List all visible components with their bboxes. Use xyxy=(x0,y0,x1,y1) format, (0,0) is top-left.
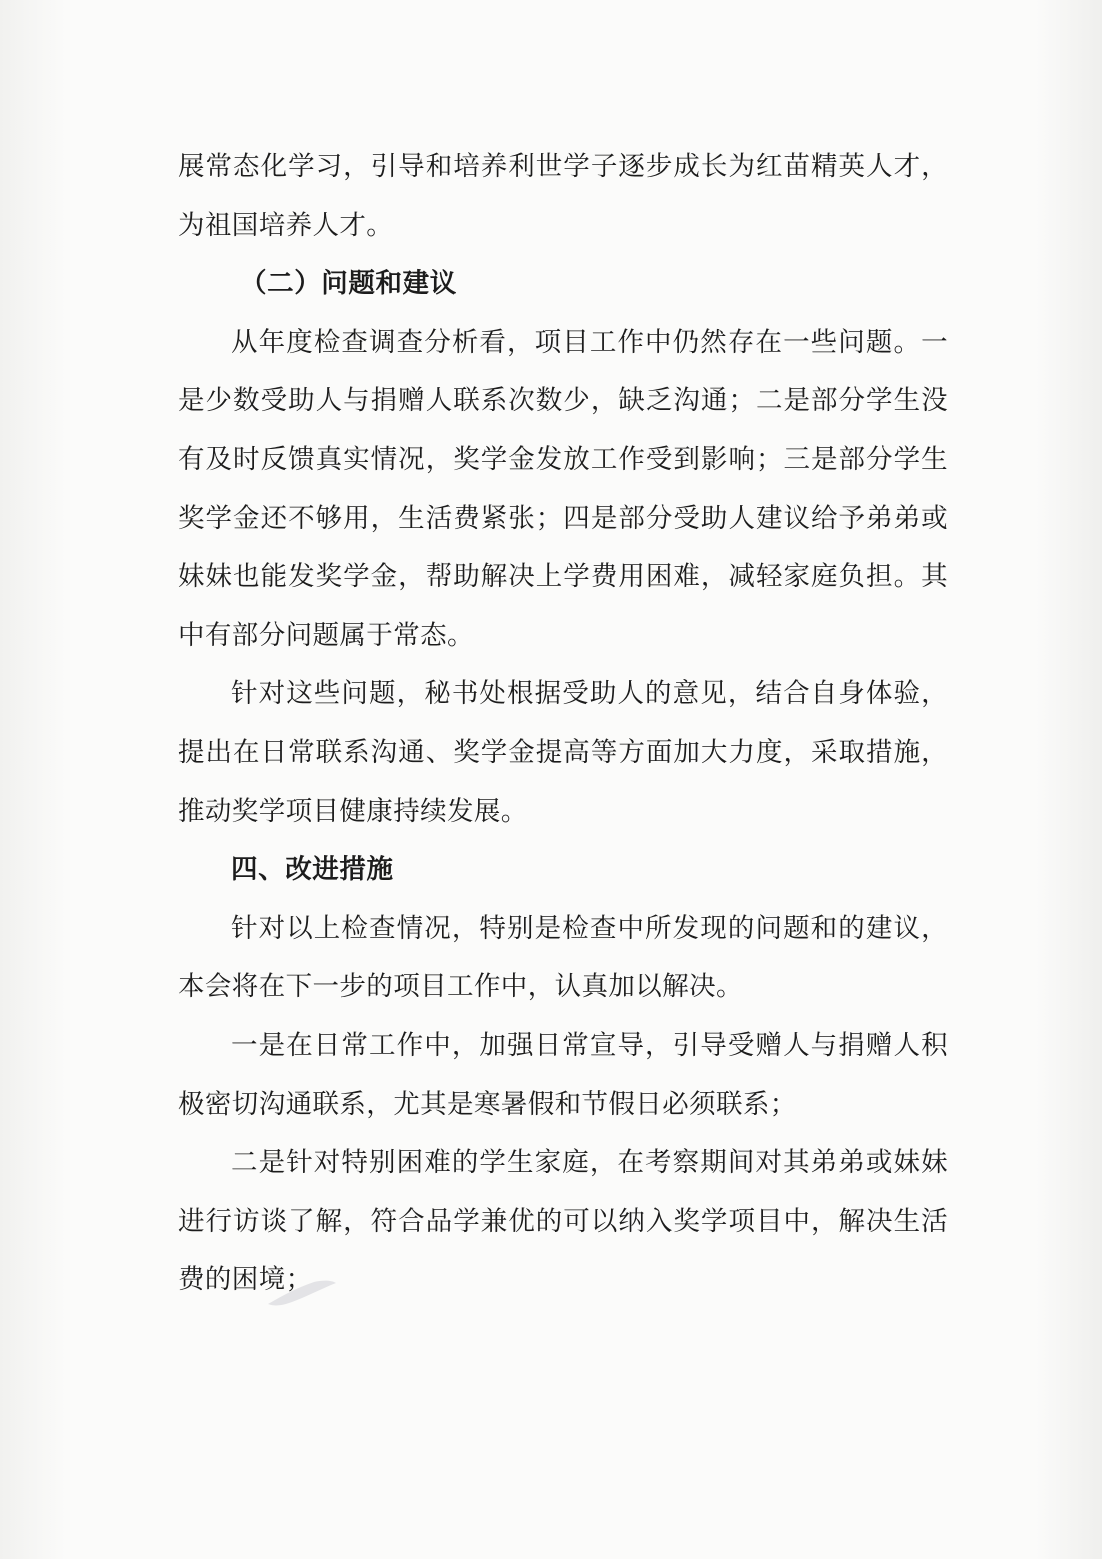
section-subheading-problems: （二）问题和建议 xyxy=(240,268,457,300)
paragraph-measure-one: 一是在日常工作中，加强日常宣导，引导受赠人与捐赠人积极密切沟通联系，尤其是寒暑假和节假日必须联系； xyxy=(178,1029,948,1120)
paragraph-measure-two: 二是针对特别困难的学生家庭，在考察期间对其弟弟或妹妹进行访谈了解，符合品学兼优的可以纳入奖学项目中，解决生活费的困境； xyxy=(178,1147,948,1296)
scan-smudge-mark xyxy=(262,1274,342,1314)
section-heading-improvements: 四、改进措施 xyxy=(231,854,394,886)
paragraph-problems: 从年度检查调查分析看，项目工作中仍然存在一些问题。一是少数受助人与捐赠人联系次数少，缺乏沟通；二是部分学生没有及时反馈真实情况，奖学金发放工作受到影响；三是部分学生奖学金还不够用，生活费紧张；四是部分受助人建议给予弟弟或妹妹也能发奖学金，帮助解决上学费用困难，减轻家庭负担。其中有部分问题属于常态。 xyxy=(178,326,948,651)
paragraph-response: 针对这些问题，秘书处根据受助人的意见，结合自身体验，提出在日常联系沟通、奖学金提高等方面加大力度，采取措施，推动奖学项目健康持续发展。 xyxy=(178,678,948,827)
document-body xyxy=(178,138,948,1310)
paragraph-improvements-intro: 针对以上检查情况，特别是检查中所发现的问题和的建议，本会将在下一步的项目工作中，认真加以解决。 xyxy=(178,912,948,1003)
paragraph-continuation: 展常态化学习，引导和培养利世学子逐步成长为红苗精英人才，为祖国培养人才。 xyxy=(178,151,948,241)
